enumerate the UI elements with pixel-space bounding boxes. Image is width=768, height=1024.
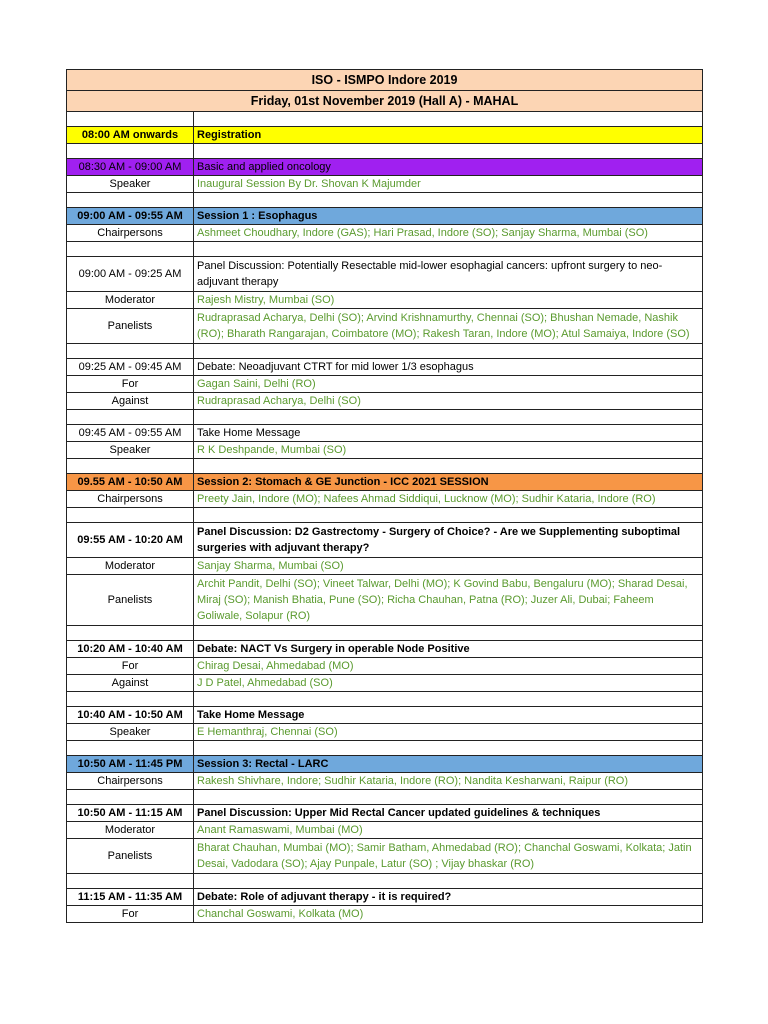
subtitle-row [67, 91, 703, 112]
empty-cell [194, 242, 703, 257]
time-cell: Chairpersons [67, 773, 194, 790]
schedule-row [67, 575, 703, 626]
description-cell: Gagan Saini, Delhi (RO) [194, 376, 703, 393]
description-cell: Session 3: Rectal - LARC [194, 756, 703, 773]
description-cell: Rajesh Mistry, Mumbai (SO) [194, 292, 703, 309]
session-header-row [67, 127, 703, 144]
empty-cell [67, 144, 194, 159]
blank-row [67, 344, 703, 359]
description-cell: Archit Pandit, Delhi (SO); Vineet Talwar, Delhi (MO); K Govind Babu, Bengaluru (MO); Sharad Desai, Miraj (SO); Manish Bhatia, Pune (SO); Richa Chauhan, Patna (RO); Juzer Ali, Dubai; Faheem Goliwale, Solapur (RO) [194, 575, 703, 626]
empty-cell [67, 626, 194, 641]
time-cell: 09:25 AM - 09:45 AM [67, 359, 194, 376]
time-cell: Chairpersons [67, 225, 194, 242]
description-cell: Chanchal Goswami, Kolkata (MO) [194, 906, 703, 923]
description-cell: Panel Discussion: D2 Gastrectomy - Surgery of Choice? - Are we Supplementing suboptimal surgeries with adjuvant therapy? [194, 523, 703, 558]
empty-cell [67, 508, 194, 523]
empty-cell [67, 790, 194, 805]
page-title: ISO - ISMPO Indore 2019 [67, 70, 703, 91]
time-cell: Speaker [67, 442, 194, 459]
schedule-row [67, 558, 703, 575]
time-cell: Moderator [67, 822, 194, 839]
description-cell: E Hemanthraj, Chennai (SO) [194, 724, 703, 741]
description-cell: Ashmeet Choudhary, Indore (GAS); Hari Prasad, Indore (SO); Sanjay Sharma, Mumbai (SO) [194, 225, 703, 242]
schedule-row [67, 225, 703, 242]
time-cell: 08:00 AM onwards [67, 127, 194, 144]
time-cell: Panelists [67, 839, 194, 874]
empty-cell [194, 692, 703, 707]
time-cell: Against [67, 675, 194, 692]
schedule-row [67, 839, 703, 874]
schedule-row [67, 442, 703, 459]
schedule-row [67, 257, 703, 292]
session-header-row [67, 208, 703, 225]
time-cell: Panelists [67, 575, 194, 626]
description-cell: Rudraprasad Acharya, Delhi (SO) [194, 393, 703, 410]
empty-cell [67, 459, 194, 474]
empty-cell [194, 410, 703, 425]
time-cell: For [67, 658, 194, 675]
blank-row [67, 410, 703, 425]
blank-row [67, 508, 703, 523]
empty-cell [194, 790, 703, 805]
schedule-row [67, 359, 703, 376]
empty-cell [194, 344, 703, 359]
empty-cell [67, 112, 194, 127]
description-cell: Take Home Message [194, 707, 703, 724]
empty-cell [194, 874, 703, 889]
schedule-row [67, 425, 703, 442]
description-cell: Rakesh Shivhare, Indore; Sudhir Kataria, Indore (RO); Nandita Kesharwani, Raipur (RO) [194, 773, 703, 790]
schedule-row [67, 641, 703, 658]
time-cell: 09:00 AM - 09:25 AM [67, 257, 194, 292]
blank-row [67, 242, 703, 257]
session-header-row [67, 474, 703, 491]
schedule-row [67, 292, 703, 309]
empty-cell [67, 410, 194, 425]
time-cell: 10:50 AM - 11:15 AM [67, 805, 194, 822]
time-cell: 10:40 AM - 10:50 AM [67, 707, 194, 724]
time-cell: 09:45 AM - 09:55 AM [67, 425, 194, 442]
blank-row [67, 459, 703, 474]
schedule-row [67, 805, 703, 822]
time-cell: 08:30 AM - 09:00 AM [67, 159, 194, 176]
time-cell: 10:50 AM - 11:45 PM [67, 756, 194, 773]
description-cell: Rudraprasad Acharya, Delhi (SO); Arvind Krishnamurthy, Chennai (SO); Bhushan Nemade, Nashik (RO); Bharath Rangarajan, Coimbatore (MO); Rakesh Taran, Indore (MO); Atul Samaiya, Indore (SO) [194, 309, 703, 344]
description-cell: Bharat Chauhan, Mumbai (MO); Samir Batham, Ahmedabad (RO); Chanchal Goswami, Kolkata; Jatin Desai, Vadodara (SO); Ajay Punpale, Latur (SO) ; Vijay bhaskar (RO) [194, 839, 703, 874]
blank-row [67, 112, 703, 127]
empty-cell [194, 508, 703, 523]
description-cell: Sanjay Sharma, Mumbai (SO) [194, 558, 703, 575]
empty-cell [194, 741, 703, 756]
description-cell: Session 1 : Esophagus [194, 208, 703, 225]
time-cell: Speaker [67, 176, 194, 193]
empty-cell [194, 626, 703, 641]
empty-cell [67, 344, 194, 359]
schedule-row [67, 906, 703, 923]
description-cell: R K Deshpande, Mumbai (SO) [194, 442, 703, 459]
description-cell: Panel Discussion: Potentially Resectable mid-lower esophagial cancers: upfront surgery to neo-adjuvant therapy [194, 257, 703, 292]
time-cell: 09:00 AM - 09:55 AM [67, 208, 194, 225]
schedule-row [67, 889, 703, 906]
empty-cell [67, 242, 194, 257]
time-cell: Moderator [67, 292, 194, 309]
description-cell: Anant Ramaswami, Mumbai (MO) [194, 822, 703, 839]
schedule-row [67, 675, 703, 692]
schedule-row [67, 491, 703, 508]
description-cell: Preety Jain, Indore (MO); Nafees Ahmad Siddiqui, Lucknow (MO); Sudhir Kataria, Indore (RO) [194, 491, 703, 508]
blank-row [67, 874, 703, 889]
description-cell: Debate: NACT Vs Surgery in operable Node Positive [194, 641, 703, 658]
time-cell: 11:15 AM - 11:35 AM [67, 889, 194, 906]
schedule-row [67, 773, 703, 790]
description-cell: Take Home Message [194, 425, 703, 442]
blank-row [67, 626, 703, 641]
empty-cell [194, 193, 703, 208]
blank-row [67, 790, 703, 805]
description-cell: Registration [194, 127, 703, 144]
time-cell: Against [67, 393, 194, 410]
schedule-row [67, 523, 703, 558]
description-cell: Debate: Neoadjuvant CTRT for mid lower 1/3 esophagus [194, 359, 703, 376]
time-cell: For [67, 906, 194, 923]
schedule-row [67, 176, 703, 193]
blank-row [67, 741, 703, 756]
empty-cell [194, 459, 703, 474]
title-row [67, 70, 703, 91]
schedule-table [66, 69, 703, 923]
time-cell: 09:55 AM - 10:20 AM [67, 523, 194, 558]
schedule-row [67, 393, 703, 410]
description-cell: Chirag Desai, Ahmedabad (MO) [194, 658, 703, 675]
time-cell: 10:20 AM - 10:40 AM [67, 641, 194, 658]
blank-row [67, 692, 703, 707]
empty-cell [67, 874, 194, 889]
empty-cell [67, 692, 194, 707]
schedule-row [67, 707, 703, 724]
time-cell: 09.55 AM - 10:50 AM [67, 474, 194, 491]
blank-row [67, 193, 703, 208]
description-cell: Session 2: Stomach & GE Junction - ICC 2021 SESSION [194, 474, 703, 491]
schedule-row [67, 376, 703, 393]
schedule-row [67, 822, 703, 839]
description-cell: Debate: Role of adjuvant therapy - it is required? [194, 889, 703, 906]
session-header-row [67, 756, 703, 773]
schedule-row [67, 724, 703, 741]
time-cell: Panelists [67, 309, 194, 344]
time-cell: Speaker [67, 724, 194, 741]
time-cell: For [67, 376, 194, 393]
session-header-row [67, 159, 703, 176]
description-cell: Basic and applied oncology [194, 159, 703, 176]
description-cell: Inaugural Session By Dr. Shovan K Majumder [194, 176, 703, 193]
empty-cell [194, 112, 703, 127]
empty-cell [67, 741, 194, 756]
page-subtitle: Friday, 01st November 2019 (Hall A) - MAHAL [67, 91, 703, 112]
time-cell: Moderator [67, 558, 194, 575]
time-cell: Chairpersons [67, 491, 194, 508]
schedule-row [67, 658, 703, 675]
empty-cell [67, 193, 194, 208]
description-cell: J D Patel, Ahmedabad (SO) [194, 675, 703, 692]
blank-row [67, 144, 703, 159]
description-cell: Panel Discussion: Upper Mid Rectal Cancer updated guidelines & techniques [194, 805, 703, 822]
empty-cell [194, 144, 703, 159]
schedule-row [67, 309, 703, 344]
